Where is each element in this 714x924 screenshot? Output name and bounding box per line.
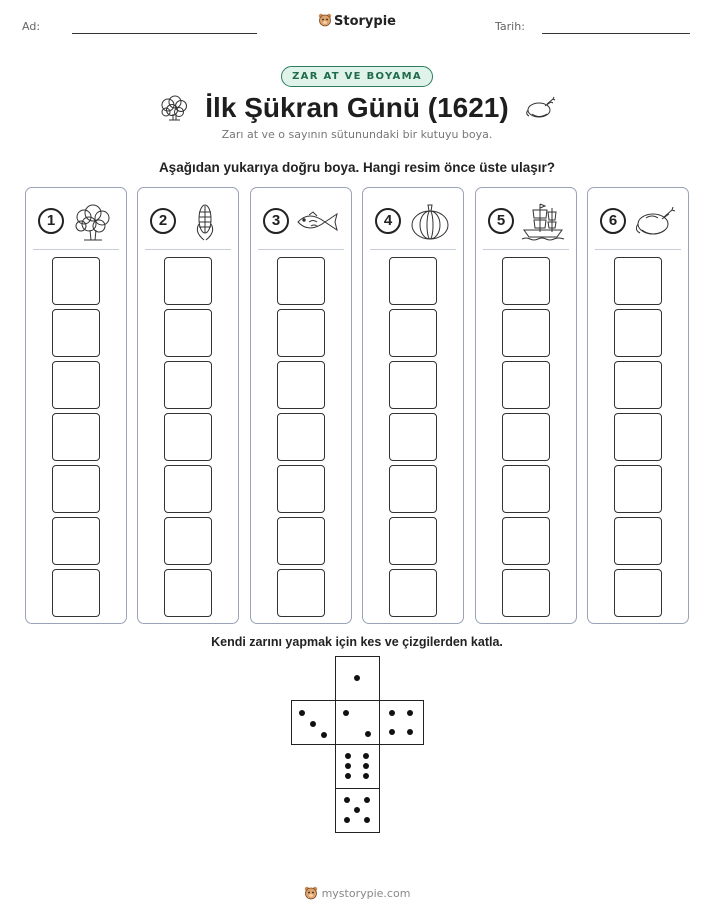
coloring-box[interactable]: [614, 413, 662, 461]
date-line: [542, 33, 690, 34]
pip: [344, 817, 350, 823]
footer: [0, 886, 714, 900]
coloring-box[interactable]: [614, 309, 662, 357]
pumpkin-icon: [407, 202, 453, 242]
coloring-box[interactable]: [389, 257, 437, 305]
fish-icon: [295, 202, 341, 242]
pip: [363, 753, 369, 759]
die-face-1: [335, 656, 380, 701]
coloring-box[interactable]: [389, 517, 437, 565]
pip: [343, 710, 349, 716]
bear-logo-icon: [318, 13, 332, 27]
pip: [345, 773, 351, 779]
coloring-box[interactable]: [614, 569, 662, 617]
column-divider: [483, 249, 569, 250]
column-6: [587, 187, 689, 624]
pip: [407, 710, 413, 716]
pip: [363, 773, 369, 779]
pip: [299, 710, 305, 716]
brand-logo: [0, 13, 714, 29]
coloring-box[interactable]: [52, 361, 100, 409]
die-face-5: [335, 788, 380, 833]
die-face-2: [335, 700, 380, 745]
corn-icon: [182, 202, 228, 242]
coloring-box[interactable]: [502, 413, 550, 461]
column-divider: [370, 249, 456, 250]
dice-instruction: Kendi zarını yapmak için kes ve çizgilerden katla.: [211, 635, 503, 649]
coloring-box[interactable]: [52, 517, 100, 565]
category-badge: ZAR AT VE BOYAMA: [281, 66, 433, 87]
coloring-box[interactable]: [277, 517, 325, 565]
pip: [389, 729, 395, 735]
coloring-box[interactable]: [164, 465, 212, 513]
name-line: [72, 33, 257, 34]
ship-icon: [520, 202, 566, 242]
coloring-box[interactable]: [277, 465, 325, 513]
column-2: [137, 187, 239, 624]
coloring-box[interactable]: [277, 361, 325, 409]
column-divider: [33, 249, 119, 250]
coloring-box[interactable]: [502, 569, 550, 617]
title-row: [0, 88, 714, 128]
pip: [345, 763, 351, 769]
coloring-box[interactable]: [164, 517, 212, 565]
page-title: İlk Şükran Günü (1621): [205, 92, 509, 123]
coloring-box[interactable]: [389, 569, 437, 617]
coloring-box[interactable]: [614, 257, 662, 305]
footer-url: mystorypie.com: [321, 887, 411, 900]
coloring-box[interactable]: [52, 413, 100, 461]
column-number: 3: [263, 208, 289, 234]
coloring-box[interactable]: [164, 257, 212, 305]
coloring-box[interactable]: [389, 361, 437, 409]
pip: [321, 732, 327, 738]
column-number: 2: [150, 208, 176, 234]
coloring-box[interactable]: [502, 309, 550, 357]
column-number: 4: [375, 208, 401, 234]
coloring-box[interactable]: [277, 413, 325, 461]
coloring-box[interactable]: [164, 361, 212, 409]
pip: [364, 817, 370, 823]
coloring-box[interactable]: [277, 257, 325, 305]
die-face-4: [379, 700, 424, 745]
coloring-box[interactable]: [502, 517, 550, 565]
pip: [364, 797, 370, 803]
brand-name: Storypie: [334, 14, 396, 29]
coloring-box[interactable]: [164, 309, 212, 357]
coloring-box[interactable]: [164, 569, 212, 617]
coloring-box[interactable]: [389, 309, 437, 357]
coloring-box[interactable]: [277, 569, 325, 617]
name-label: Ad:: [22, 20, 41, 33]
die-face-6: [335, 744, 380, 789]
pip: [389, 710, 395, 716]
tree-icon: [70, 202, 116, 242]
column-number: 6: [600, 208, 626, 234]
tree-icon: [157, 94, 191, 122]
coloring-box[interactable]: [52, 569, 100, 617]
column-divider: [145, 249, 231, 250]
pip: [344, 797, 350, 803]
coloring-box[interactable]: [52, 465, 100, 513]
pip: [354, 675, 360, 681]
column-1: [25, 187, 127, 624]
coloring-box[interactable]: [614, 361, 662, 409]
column-number: 1: [38, 208, 64, 234]
turkey-icon: [632, 202, 678, 242]
coloring-box[interactable]: [389, 465, 437, 513]
coloring-box[interactable]: [389, 413, 437, 461]
column-5: [475, 187, 577, 624]
column-divider: [258, 249, 344, 250]
coloring-box[interactable]: [502, 257, 550, 305]
column-3: [250, 187, 352, 624]
pip: [345, 753, 351, 759]
column-4: [362, 187, 464, 624]
date-label: Tarih:: [495, 20, 525, 33]
column-divider: [595, 249, 681, 250]
pip: [407, 729, 413, 735]
coloring-box[interactable]: [164, 413, 212, 461]
coloring-box[interactable]: [277, 309, 325, 357]
turkey-icon: [523, 94, 557, 122]
pip: [365, 731, 371, 737]
pip: [354, 807, 360, 813]
coloring-box[interactable]: [614, 465, 662, 513]
subtitle: Zarı at ve o sayının sütunundaki bir kutuyu boya.: [221, 128, 493, 141]
coloring-box[interactable]: [502, 361, 550, 409]
coloring-box[interactable]: [52, 257, 100, 305]
pip: [363, 763, 369, 769]
coloring-box[interactable]: [502, 465, 550, 513]
bear-logo-icon: [304, 886, 318, 900]
coloring-instruction: Aşağıdan yukarıya doğru boya. Hangi resim önce üste ulaşır?: [158, 160, 556, 175]
column-number: 5: [488, 208, 514, 234]
die-face-3: [291, 700, 336, 745]
pip: [310, 721, 316, 727]
coloring-box[interactable]: [52, 309, 100, 357]
coloring-box[interactable]: [614, 517, 662, 565]
